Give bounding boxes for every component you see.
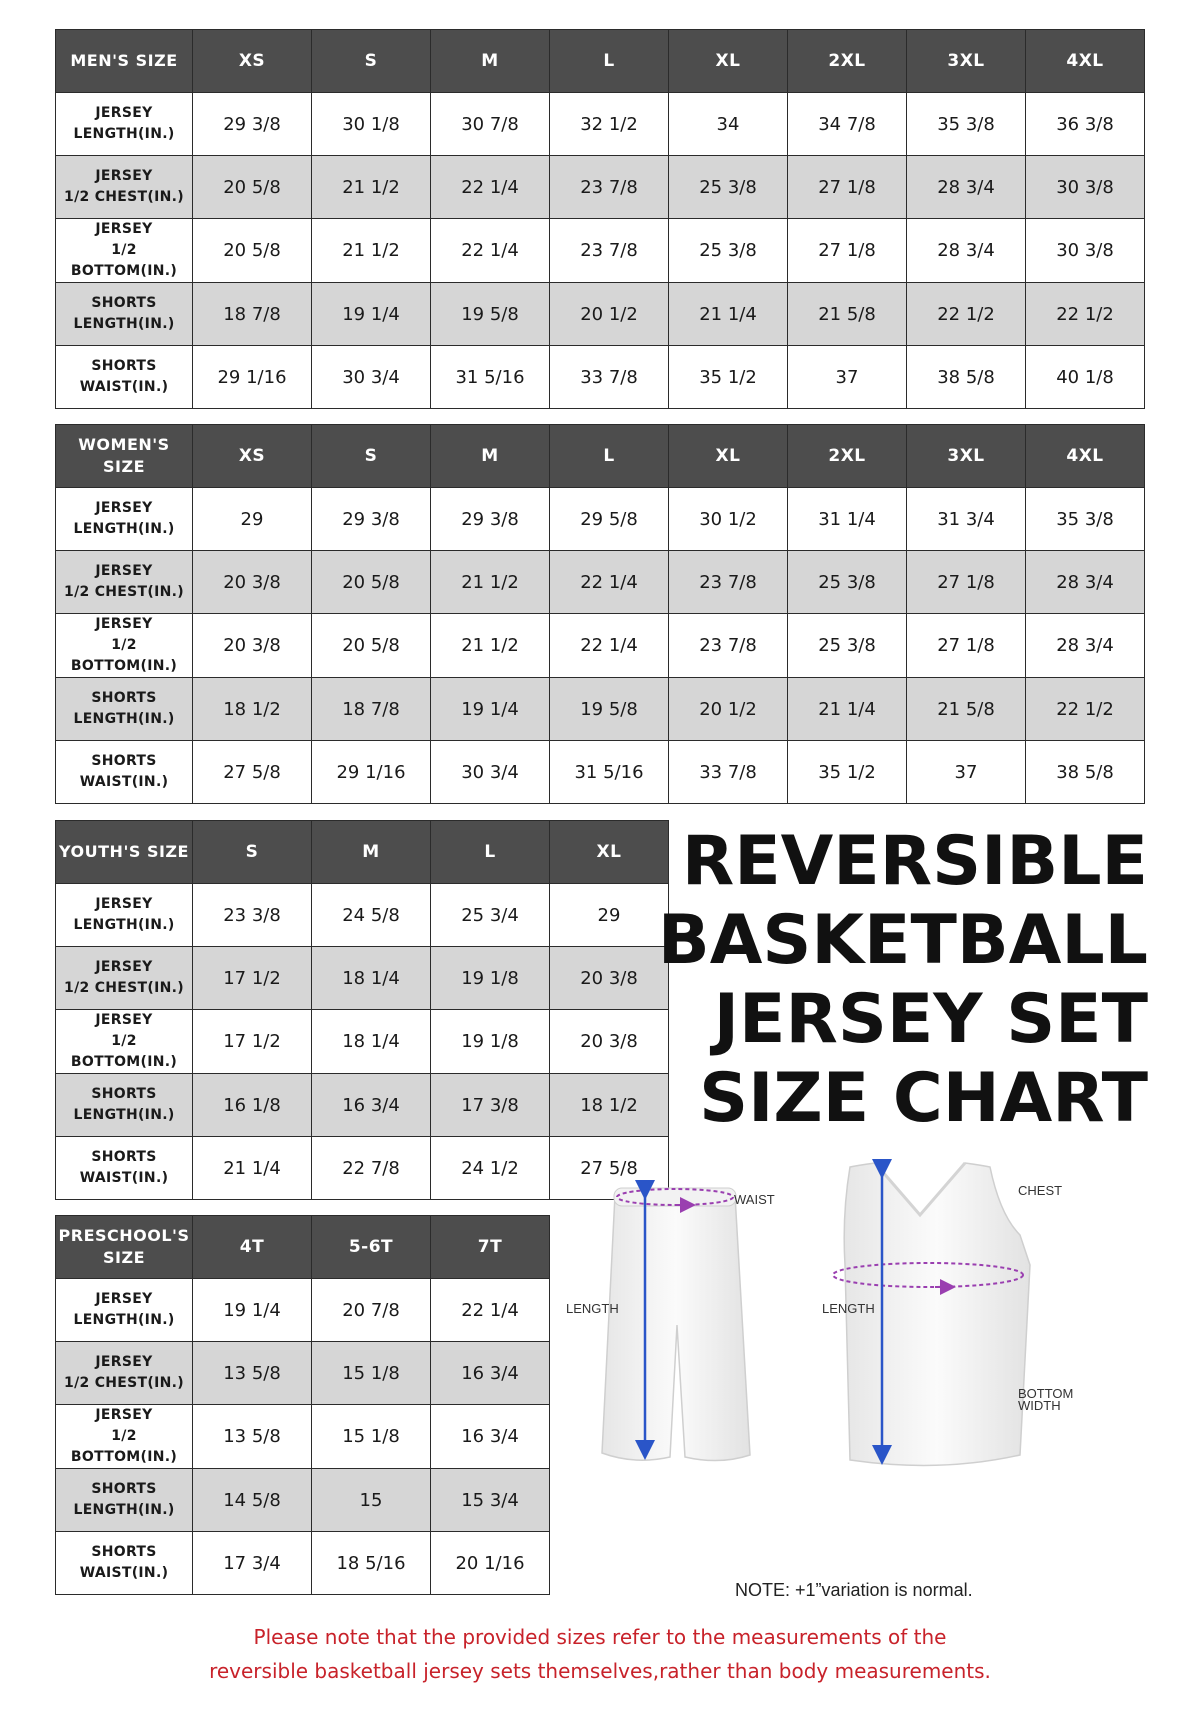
row-label-line: LENGTH(IN.) [73, 1312, 175, 1328]
table-row [56, 551, 1145, 614]
table-row [56, 614, 1145, 678]
size-header: L [431, 821, 550, 884]
table-cell: 18 7/8 [193, 283, 312, 346]
table-corner-label: WOMEN'S SIZE [56, 425, 193, 488]
youths-size-table [55, 820, 669, 1200]
corner-label-line: PRESCHOOL'S [58, 1226, 190, 1245]
table-cell: 22 1/4 [550, 614, 669, 678]
table-cell: 22 1/2 [1026, 283, 1145, 346]
disclaimer-line: Please note that the provided sizes refer to the measurements of the [253, 1625, 947, 1649]
table-cell: 20 1/16 [431, 1532, 550, 1595]
row-label [56, 1405, 193, 1469]
table-header-row [56, 425, 1145, 488]
table-cell: 28 3/4 [907, 219, 1026, 283]
row-label [56, 93, 193, 156]
row-label [56, 947, 193, 1010]
size-header: M [431, 30, 550, 93]
row-label [56, 551, 193, 614]
table-cell: 20 1/2 [550, 283, 669, 346]
table-cell: 20 7/8 [312, 1279, 431, 1342]
table-row [56, 1405, 550, 1469]
table-cell: 29 [193, 488, 312, 551]
table-row [56, 219, 1145, 283]
table-cell: 20 3/8 [550, 1010, 669, 1074]
table-row [56, 283, 1145, 346]
row-label-line: SHORTS [91, 690, 157, 706]
table-cell: 16 3/4 [431, 1405, 550, 1469]
row-label-line: LENGTH(IN.) [73, 316, 175, 332]
row-label-line: 1/2 CHEST(IN.) [64, 584, 184, 600]
table-cell: 21 1/2 [312, 156, 431, 219]
table-cell: 18 1/4 [312, 947, 431, 1010]
row-label-line: LENGTH(IN.) [73, 711, 175, 727]
variation-note: NOTE: +1”variation is normal. [735, 1580, 973, 1600]
row-label-line: JERSEY [95, 1407, 153, 1423]
row-label [56, 1279, 193, 1342]
table-cell: 40 1/8 [1026, 346, 1145, 409]
table-cell: 17 3/8 [431, 1074, 550, 1137]
table-cell: 28 3/4 [1026, 551, 1145, 614]
table-cell: 22 1/4 [431, 219, 550, 283]
table-cell: 18 1/2 [550, 1074, 669, 1137]
row-label-line: JERSEY [95, 1012, 153, 1028]
table-cell: 18 1/2 [193, 678, 312, 741]
row-label-line: JERSEY [95, 168, 153, 184]
table-cell: 35 3/8 [907, 93, 1026, 156]
size-header: 5-6T [312, 1216, 431, 1279]
table-row [56, 947, 669, 1010]
row-label-line: SHORTS [91, 1149, 157, 1165]
table-cell: 21 5/8 [907, 678, 1026, 741]
table-cell: 23 7/8 [669, 614, 788, 678]
table-cell: 27 1/8 [907, 551, 1026, 614]
table-cell: 23 7/8 [550, 156, 669, 219]
row-label-line: JERSEY [95, 616, 153, 632]
table-cell: 37 [788, 346, 907, 409]
table-cell: 21 5/8 [788, 283, 907, 346]
row-label [56, 614, 193, 678]
table-cell: 14 5/8 [193, 1469, 312, 1532]
table-cell: 18 5/16 [312, 1532, 431, 1595]
size-header: 4XL [1026, 425, 1145, 488]
table-cell: 33 7/8 [550, 346, 669, 409]
table-cell: 20 5/8 [193, 156, 312, 219]
table-cell: 15 1/8 [312, 1405, 431, 1469]
table-cell: 38 5/8 [1026, 741, 1145, 804]
table-cell: 17 3/4 [193, 1532, 312, 1595]
table-cell: 18 1/4 [312, 1010, 431, 1074]
table-row [56, 1342, 550, 1405]
size-header: S [312, 425, 431, 488]
row-label-line: WAIST(IN.) [79, 774, 169, 790]
row-label [56, 1010, 193, 1074]
table-cell: 27 1/8 [788, 219, 907, 283]
table-cell: 30 1/8 [312, 93, 431, 156]
row-label [56, 283, 193, 346]
table-cell: 15 3/4 [431, 1469, 550, 1532]
table-cell: 36 3/8 [1026, 93, 1145, 156]
row-label-line: SHORTS [91, 1481, 157, 1497]
row-label-line: LENGTH(IN.) [73, 521, 175, 537]
row-label-line: 1/2 BOTTOM(IN.) [70, 1428, 178, 1465]
row-label [56, 346, 193, 409]
size-header: S [312, 30, 431, 93]
table-cell: 22 1/4 [431, 1279, 550, 1342]
size-header: 3XL [907, 30, 1026, 93]
table-cell: 18 7/8 [312, 678, 431, 741]
table-cell: 24 1/2 [431, 1137, 550, 1200]
table-cell: 20 3/8 [193, 551, 312, 614]
table-row [56, 156, 1145, 219]
row-label-line: 1/2 CHEST(IN.) [64, 189, 184, 205]
row-label [56, 156, 193, 219]
table-cell: 35 1/2 [788, 741, 907, 804]
table-cell: 17 1/2 [193, 947, 312, 1010]
row-label-line: JERSEY [95, 1354, 153, 1370]
row-label-line: JERSEY [95, 959, 153, 975]
row-label [56, 1074, 193, 1137]
row-label-line: WAIST(IN.) [79, 1565, 169, 1581]
table-cell: 27 5/8 [193, 741, 312, 804]
size-header: 3XL [907, 425, 1026, 488]
table-cell: 34 [669, 93, 788, 156]
table-cell: 29 1/16 [193, 346, 312, 409]
table-cell: 28 3/4 [907, 156, 1026, 219]
table-cell: 19 5/8 [431, 283, 550, 346]
row-label-line: LENGTH(IN.) [73, 1107, 175, 1123]
row-label-line: 1/2 CHEST(IN.) [64, 1375, 184, 1391]
table-cell: 16 3/4 [312, 1074, 431, 1137]
table-cell: 22 1/2 [907, 283, 1026, 346]
waist-label: WAIST [734, 1192, 775, 1207]
table-row [56, 741, 1145, 804]
table-header-row [56, 821, 669, 884]
title-line: JERSEY SET [713, 980, 1148, 1059]
row-label-line: 1/2 BOTTOM(IN.) [70, 1033, 178, 1070]
row-label [56, 1342, 193, 1405]
table-cell: 22 1/2 [1026, 678, 1145, 741]
table-cell: 30 3/4 [312, 346, 431, 409]
garment-illustration [580, 1155, 1160, 1595]
size-header: XL [550, 821, 669, 884]
size-header: XS [193, 30, 312, 93]
table-cell: 19 1/8 [431, 1010, 550, 1074]
table-row [56, 678, 1145, 741]
womens-size-table [55, 424, 1145, 804]
table-cell: 25 3/4 [431, 884, 550, 947]
size-header: 7T [431, 1216, 550, 1279]
table-cell: 13 5/8 [193, 1405, 312, 1469]
table-cell: 35 3/8 [1026, 488, 1145, 551]
title-line: REVERSIBLE [681, 822, 1148, 901]
size-header: 4XL [1026, 30, 1145, 93]
bottom-width-line: WIDTH [1018, 1398, 1061, 1413]
table-cell: 30 3/8 [1026, 219, 1145, 283]
size-header: M [431, 425, 550, 488]
measurement-diagram [566, 1155, 1160, 1595]
row-label [56, 488, 193, 551]
table-row [56, 1532, 550, 1595]
row-label-line: JERSEY [95, 105, 153, 121]
table-cell: 19 1/8 [431, 947, 550, 1010]
table-cell: 23 3/8 [193, 884, 312, 947]
mens-size-table [55, 29, 1145, 409]
table-cell: 37 [907, 741, 1026, 804]
table-cell: 20 5/8 [312, 614, 431, 678]
jersey-length-label: LENGTH [822, 1301, 875, 1316]
table-cell: 20 5/8 [193, 219, 312, 283]
row-label [56, 884, 193, 947]
table-cell: 27 1/8 [907, 614, 1026, 678]
size-header: XS [193, 425, 312, 488]
table-cell: 31 3/4 [907, 488, 1026, 551]
bottom-width-label [1018, 1388, 1073, 1412]
table-cell: 19 1/4 [312, 283, 431, 346]
size-chart-title [658, 822, 1148, 1138]
table-cell: 35 1/2 [669, 346, 788, 409]
row-label-line: 1/2 BOTTOM(IN.) [70, 637, 178, 674]
table-cell: 20 3/8 [550, 947, 669, 1010]
table-header-row [56, 30, 1145, 93]
row-label [56, 219, 193, 283]
table-cell: 38 5/8 [907, 346, 1026, 409]
row-label-line: JERSEY [95, 1291, 153, 1307]
table-cell: 29 [550, 884, 669, 947]
table-cell: 31 5/16 [431, 346, 550, 409]
table-cell: 19 1/4 [193, 1279, 312, 1342]
title-line: BASKETBALL [657, 901, 1148, 980]
corner-label-line: SIZE [102, 1248, 145, 1267]
table-cell: 29 1/16 [312, 741, 431, 804]
table-corner-label [56, 1216, 193, 1279]
table-cell: 19 1/4 [431, 678, 550, 741]
table-cell: 21 1/2 [431, 614, 550, 678]
table-row [56, 1010, 669, 1074]
table-cell: 30 3/8 [1026, 156, 1145, 219]
table-corner-label: MEN'S SIZE [56, 30, 193, 93]
row-label-line: 1/2 BOTTOM(IN.) [70, 242, 178, 279]
shorts-icon [602, 1188, 750, 1461]
row-label-line: SHORTS [91, 358, 157, 374]
table-header-row [56, 1216, 550, 1279]
table-cell: 16 3/4 [431, 1342, 550, 1405]
table-cell: 13 5/8 [193, 1342, 312, 1405]
table-cell: 21 1/4 [788, 678, 907, 741]
table-cell: 29 3/8 [193, 93, 312, 156]
table-cell: 25 3/8 [788, 614, 907, 678]
table-row [56, 93, 1145, 156]
table-cell: 31 1/4 [788, 488, 907, 551]
table-cell: 23 7/8 [550, 219, 669, 283]
table-row [56, 488, 1145, 551]
title-line: SIZE CHART [699, 1059, 1148, 1138]
row-label-line: JERSEY [95, 500, 153, 516]
chest-label: CHEST [1018, 1183, 1063, 1198]
table-cell: 28 3/4 [1026, 614, 1145, 678]
size-header: XL [669, 425, 788, 488]
table-cell: 22 1/4 [550, 551, 669, 614]
size-header: L [550, 30, 669, 93]
row-label [56, 1532, 193, 1595]
table-cell: 27 1/8 [788, 156, 907, 219]
size-header: XL [669, 30, 788, 93]
size-header: 2XL [788, 425, 907, 488]
table-cell: 16 1/8 [193, 1074, 312, 1137]
table-row [56, 1469, 550, 1532]
table-cell: 27 5/8 [550, 1137, 669, 1200]
row-label [56, 741, 193, 804]
size-header: L [550, 425, 669, 488]
table-corner-label: YOUTH'S SIZE [56, 821, 193, 884]
table-cell: 17 1/2 [193, 1010, 312, 1074]
row-label-line: LENGTH(IN.) [73, 1502, 175, 1518]
table-row [56, 1279, 550, 1342]
table-cell: 31 5/16 [550, 741, 669, 804]
table-cell: 30 7/8 [431, 93, 550, 156]
table-cell: 20 3/8 [193, 614, 312, 678]
size-header: 2XL [788, 30, 907, 93]
row-label-line: JERSEY [95, 221, 153, 237]
table-cell: 29 3/8 [312, 488, 431, 551]
table-row [56, 884, 669, 947]
table-row [56, 1074, 669, 1137]
size-header: M [312, 821, 431, 884]
row-label-line: 1/2 CHEST(IN.) [64, 980, 184, 996]
row-label-line: LENGTH(IN.) [73, 126, 175, 142]
table-cell: 21 1/4 [193, 1137, 312, 1200]
table-cell: 33 7/8 [669, 741, 788, 804]
table-cell: 21 1/2 [431, 551, 550, 614]
row-label-line: WAIST(IN.) [79, 1170, 169, 1186]
table-cell: 25 3/8 [669, 219, 788, 283]
shorts-length-label: LENGTH [566, 1301, 619, 1316]
table-cell: 21 1/4 [669, 283, 788, 346]
row-label-line: WAIST(IN.) [79, 379, 169, 395]
table-cell: 25 3/8 [669, 156, 788, 219]
table-cell: 15 [312, 1469, 431, 1532]
table-cell: 22 7/8 [312, 1137, 431, 1200]
bottom-width-line: BOTTOM [1018, 1386, 1074, 1401]
size-header: S [193, 821, 312, 884]
row-label-line: SHORTS [91, 295, 157, 311]
disclaimer [0, 1620, 1200, 1688]
table-cell: 25 3/8 [788, 551, 907, 614]
table-cell: 23 7/8 [669, 551, 788, 614]
table-row [56, 1137, 669, 1200]
row-label [56, 1469, 193, 1532]
table-cell: 20 5/8 [312, 551, 431, 614]
row-label-line: SHORTS [91, 1544, 157, 1560]
table-cell: 29 3/8 [431, 488, 550, 551]
table-cell: 32 1/2 [550, 93, 669, 156]
disclaimer-line: reversible basketball jersey sets themselves,rather than body measurements. [209, 1659, 991, 1683]
preschools-size-table [55, 1215, 550, 1595]
table-cell: 20 1/2 [669, 678, 788, 741]
table-cell: 30 1/2 [669, 488, 788, 551]
row-label-line: SHORTS [91, 1086, 157, 1102]
row-label-line: JERSEY [95, 563, 153, 579]
table-cell: 21 1/2 [312, 219, 431, 283]
row-label [56, 678, 193, 741]
table-cell: 24 5/8 [312, 884, 431, 947]
table-cell: 29 5/8 [550, 488, 669, 551]
table-row [56, 346, 1145, 409]
size-header: 4T [193, 1216, 312, 1279]
table-cell: 30 3/4 [431, 741, 550, 804]
table-cell: 22 1/4 [431, 156, 550, 219]
row-label-line: LENGTH(IN.) [73, 917, 175, 933]
row-label-line: SHORTS [91, 753, 157, 769]
table-cell: 15 1/8 [312, 1342, 431, 1405]
row-label-line: JERSEY [95, 896, 153, 912]
table-cell: 19 5/8 [550, 678, 669, 741]
table-cell: 34 7/8 [788, 93, 907, 156]
row-label [56, 1137, 193, 1200]
